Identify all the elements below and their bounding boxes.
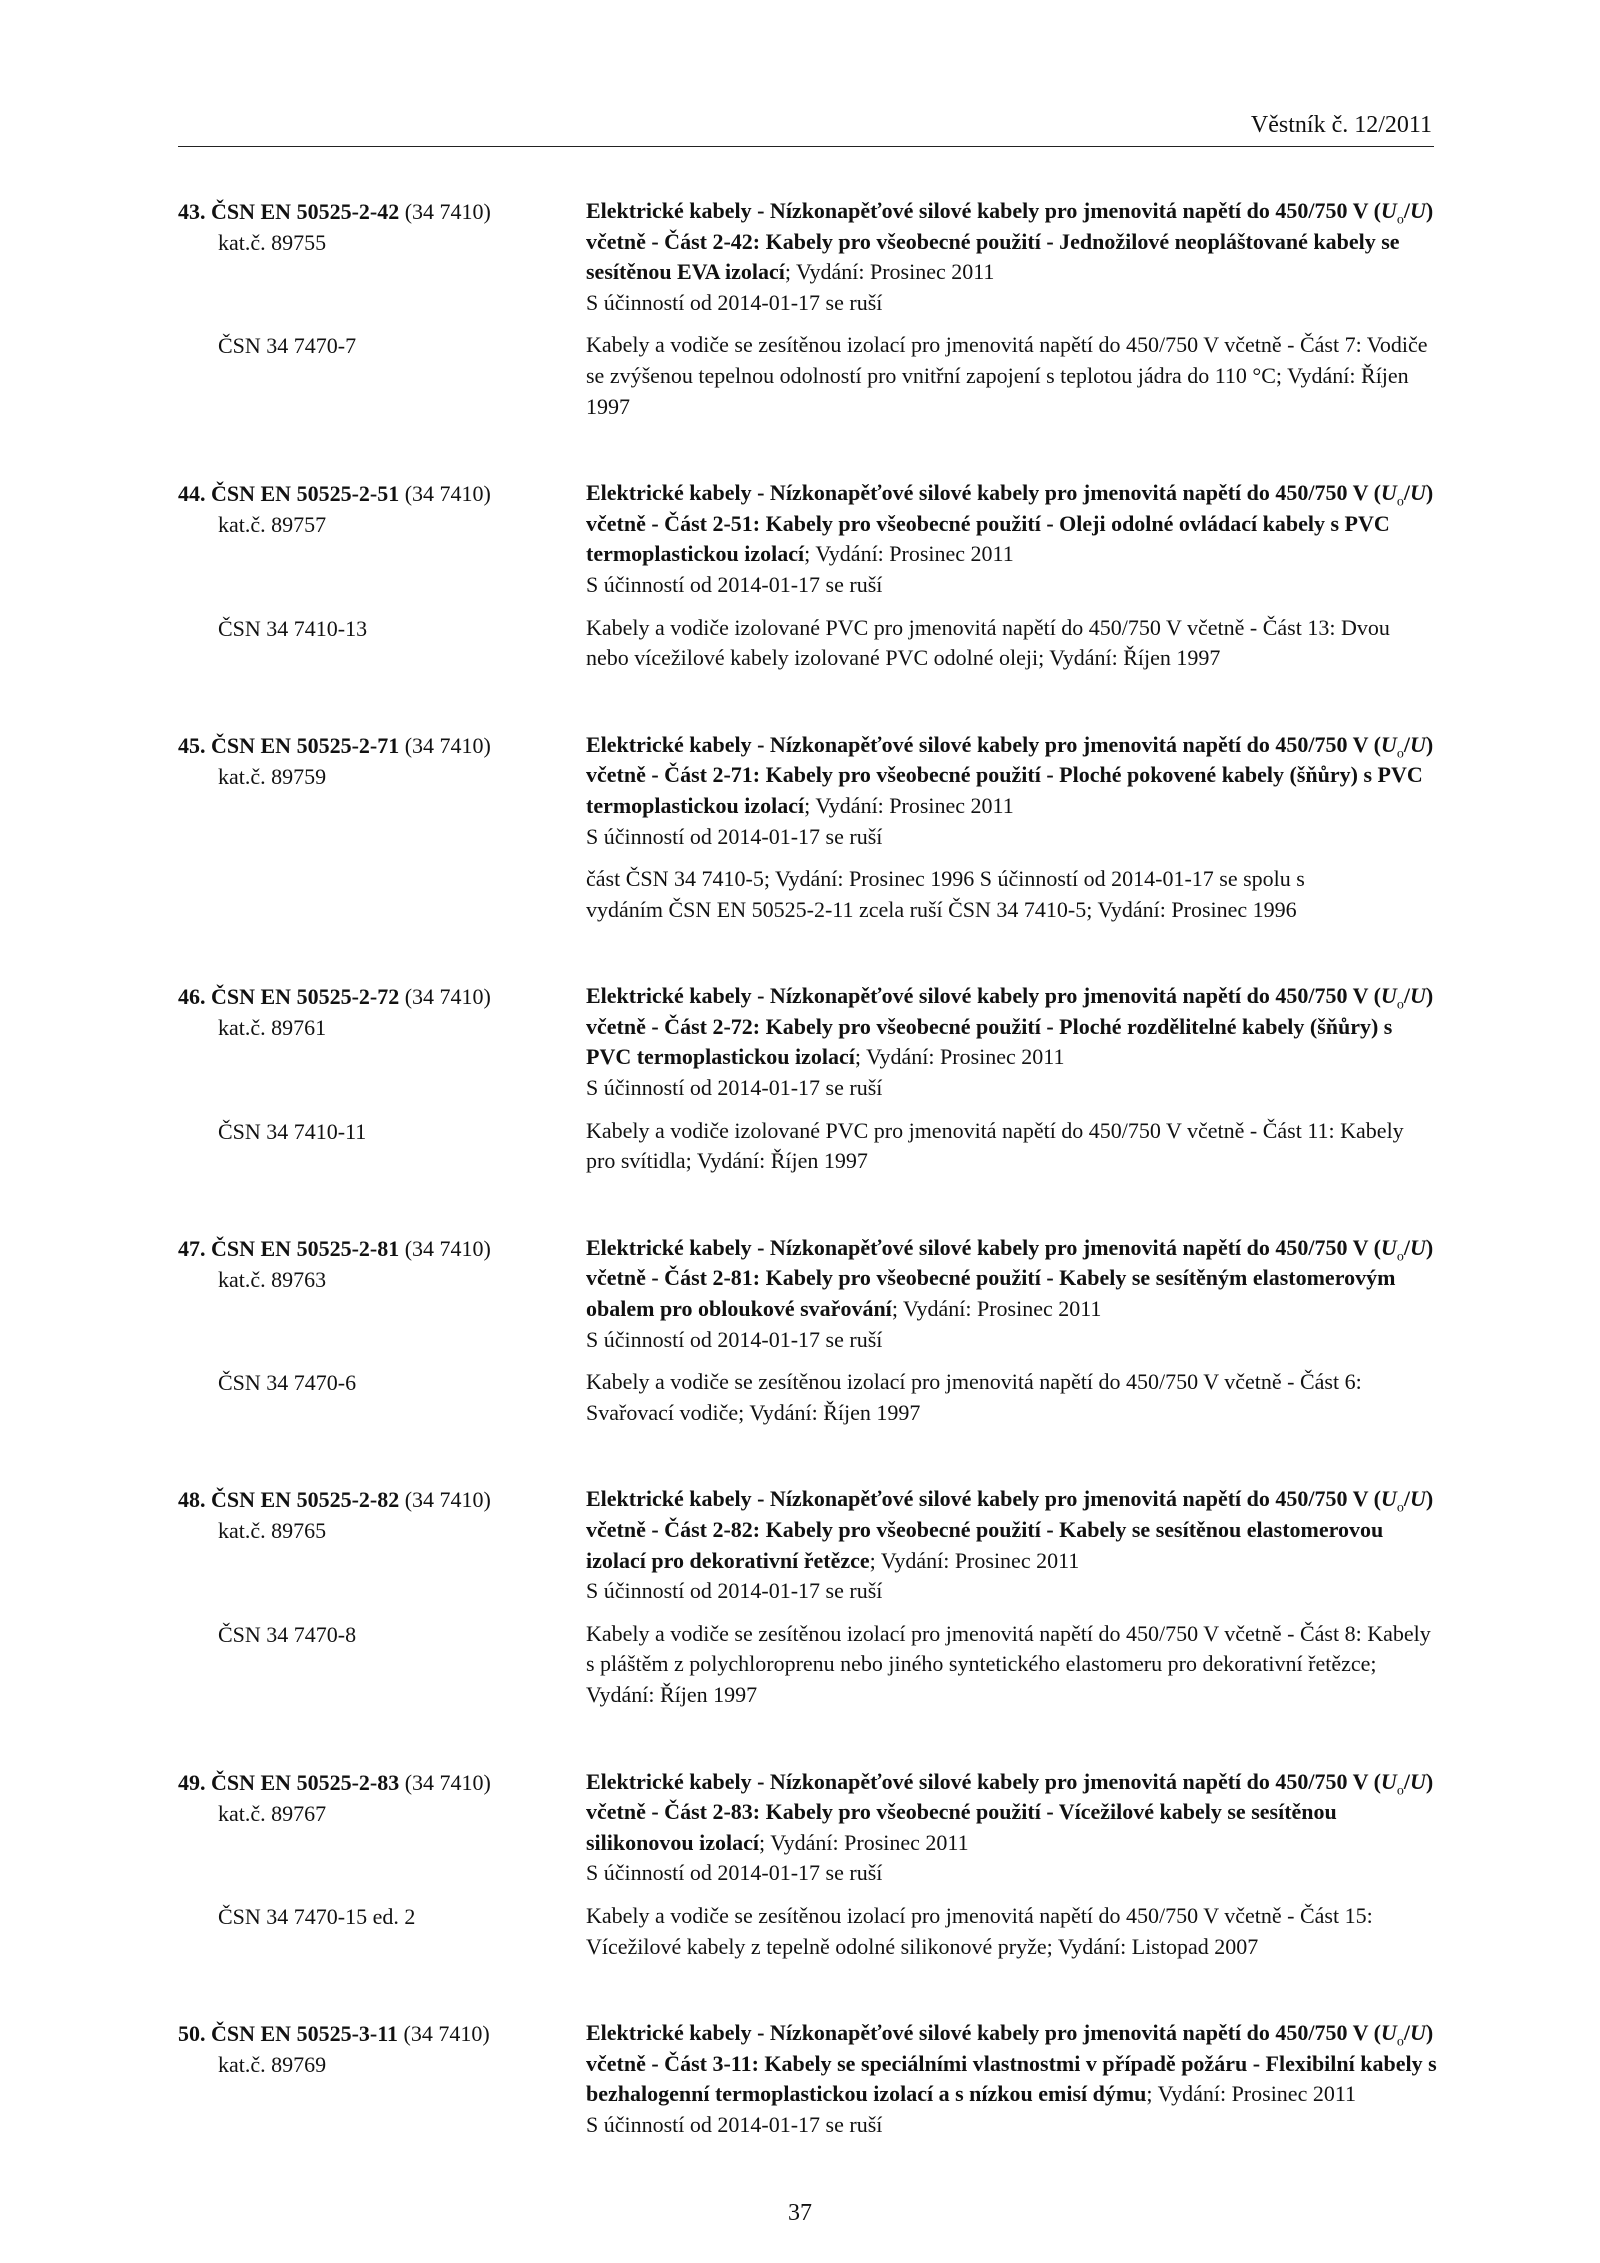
title-part-a: Elektrické kabely - Nízkonapěťové silové kabely pro jmenovitá napětí do 450/750 V ( — [586, 198, 1381, 223]
voltage-separator: / — [1403, 983, 1410, 1009]
page-header — [178, 110, 1434, 147]
class-code: (34 7410) — [404, 1235, 491, 1261]
standard-title — [586, 730, 1438, 852]
class-code: (34 7410) — [404, 984, 491, 1010]
catalog-number: kat.č. 89755 — [218, 230, 327, 255]
voltage-u0: U — [1380, 1486, 1397, 1512]
voltage-subscript: o — [1396, 212, 1404, 228]
title-part-b: ) včetně - Část 2-42: Kabely pro všeobecné použití - Jednožilové neopláštované kabely se sesítěnou EVA izolací — [586, 198, 1434, 285]
entry-number: 45. — [178, 732, 206, 758]
standard-code: ČSN EN 50525-2-72 — [211, 984, 400, 1010]
replaced-standard-code: ČSN 34 7410-13 — [218, 615, 368, 641]
standard-id — [178, 1767, 586, 1829]
standard-code: ČSN EN 50525-2-81 — [211, 1235, 400, 1261]
class-code: (34 7410) — [404, 199, 491, 224]
issue-date: ; Vydání: Prosinec 2011 — [869, 1547, 1080, 1573]
voltage-u: U — [1409, 2020, 1426, 2046]
entry-number: 43. — [178, 199, 206, 224]
standard-entry — [178, 1484, 1438, 1710]
title-part-b: ) včetně - Část 2-81: Kabely pro všeobecné použití - Kabely se sesítěným elastomerovým obalem pro obloukové svařování — [586, 1234, 1434, 1322]
catalog-number: kat.č. 89767 — [218, 1800, 327, 1826]
class-code: (34 7410) — [404, 732, 491, 758]
voltage-u0: U — [1380, 2020, 1397, 2046]
voltage-separator: / — [1403, 2020, 1410, 2046]
voltage-u: U — [1409, 198, 1426, 223]
catalog-number: kat.č. 89769 — [218, 2052, 327, 2078]
standard-title — [586, 981, 1438, 1103]
catalog-number: kat.č. 89763 — [218, 1266, 327, 1292]
replaced-standard-text: část ČSN 34 7410-5; Vydání: Prosinec 1996 S účinností od 2014-01-17 se spolu s vydáním ČSN EN 50525-2-11 zcela ruší ČSN 34 7410-5; Vydání: Prosinec 1996 — [586, 866, 1305, 922]
standard-title — [586, 1767, 1438, 1889]
standard-code: ČSN EN 50525-2-51 — [211, 481, 400, 507]
effect-note: S účinností od 2014-01-17 se ruší — [586, 571, 883, 597]
voltage-u0: U — [1380, 731, 1397, 757]
replaced-standard-code: ČSN 34 7470-8 — [218, 1621, 357, 1647]
standard-code: ČSN EN 50525-2-71 — [211, 732, 400, 758]
voltage-u: U — [1409, 1234, 1426, 1260]
replaced-standard-code: ČSN 34 7470-7 — [218, 333, 357, 359]
effect-note: S účinností od 2014-01-17 se ruší — [586, 823, 883, 849]
issue-date: ; Vydání: Prosinec 2011 — [758, 1829, 969, 1855]
voltage-separator: / — [1403, 480, 1410, 506]
voltage-separator: / — [1403, 1234, 1410, 1260]
issue-date: ; Vydání: Prosinec 2011 — [1146, 2081, 1357, 2107]
title-part-b: ) včetně - Část 3-11: Kabely se speciálními vlastnostmi v případě požáru - Flexibilní kabely s bezhalogenní termoplastickou izolací a s nízkou emisí dýmu — [586, 2020, 1437, 2107]
journal-issue: Věstník č. 12/2011 — [1250, 112, 1432, 138]
replaced-standard-code: ČSN 34 7410-11 — [218, 1118, 367, 1144]
standard-entry — [178, 981, 1438, 1177]
standard-id — [178, 478, 586, 540]
standard-title — [586, 196, 1438, 318]
class-code: (34 7410) — [404, 1769, 491, 1795]
title-part-b: ) včetně - Část 2-72: Kabely pro všeobecné použití - Ploché rozdělitelné kabely (šňůry) s PVC termoplastickou izolací — [586, 983, 1434, 1070]
voltage-separator: / — [1403, 198, 1410, 223]
standard-id — [178, 2018, 586, 2080]
class-code: (34 7410) — [404, 481, 491, 507]
replaced-standard-text: Kabely a vodiče se zesítěnou izolací pro jmenovitá napětí do 450/750 V včetně - Část 8: Kabely s pláštěm z polychloroprenu nebo jiného syntetického elastomeru pro dekorativní řetězce; Vydání: Říjen 1997 — [586, 1620, 1431, 1707]
voltage-subscript: o — [1396, 746, 1404, 762]
title-part-a: Elektrické kabely - Nízkonapěťové silové kabely pro jmenovitá napětí do 450/750 V ( — [586, 2020, 1381, 2046]
effect-note: S účinností od 2014-01-17 se ruší — [586, 289, 883, 315]
catalog-number: kat.č. 89765 — [218, 1518, 327, 1544]
replaced-standard-text: Kabely a vodiče se zesítěnou izolací pro jmenovitá napětí do 450/750 V včetně - Část 15: Vícežilové kabely z tepelně odolné silikonové pryže; Vydání: Listopad 2007 — [586, 1902, 1373, 1959]
voltage-subscript: o — [1396, 1249, 1404, 1265]
standard-code: ČSN EN 50525-2-82 — [211, 1487, 400, 1513]
title-part-b: ) včetně - Část 2-71: Kabely pro všeobecné použití - Ploché pokovené kabely (šňůry) s PVC termoplastickou izolací — [586, 731, 1434, 818]
catalog-number: kat.č. 89761 — [218, 1015, 327, 1041]
entry-number: 49. — [178, 1769, 206, 1795]
title-part-b: ) včetně - Část 2-51: Kabely pro všeobecné použití - Oleji odolné ovládací kabely s PVC termoplastickou izolací — [586, 480, 1434, 567]
effect-note: S účinností od 2014-01-17 se ruší — [586, 1326, 883, 1352]
title-part-a: Elektrické kabely - Nízkonapěťové silové kabely pro jmenovitá napětí do 450/750 V ( — [586, 1486, 1381, 1512]
class-code: (34 7410) — [404, 1487, 491, 1513]
standard-id — [178, 1484, 586, 1546]
issue-date: ; Vydání: Prosinec 2011 — [804, 792, 1014, 818]
title-part-b: ) včetně - Část 2-83: Kabely pro všeobecné použití - Vícežilové kabely se sesítěnou silikonovou izolací — [586, 1768, 1434, 1855]
voltage-u: U — [1409, 1486, 1426, 1512]
issue-date: ; Vydání: Prosinec 2011 — [891, 1296, 1102, 1322]
entry-number: 50. — [178, 2021, 206, 2047]
entry-number: 47. — [178, 1235, 206, 1261]
issue-date: ; Vydání: Prosinec 2011 — [784, 259, 995, 285]
replaced-standard-code: ČSN 34 7470-6 — [218, 1370, 357, 1396]
standard-id — [178, 196, 586, 258]
voltage-u0: U — [1380, 480, 1397, 506]
standard-entry — [178, 1767, 1438, 1963]
standard-id — [178, 730, 586, 792]
standard-title — [586, 2018, 1438, 2140]
standard-entry — [178, 478, 1438, 674]
voltage-u0: U — [1380, 983, 1397, 1009]
catalog-number: kat.č. 89757 — [218, 512, 327, 538]
effect-note: S účinností od 2014-01-17 se ruší — [586, 2111, 883, 2137]
voltage-subscript: o — [1396, 2034, 1404, 2050]
entry-number: 48. — [178, 1487, 206, 1513]
voltage-separator: / — [1403, 731, 1410, 757]
standard-entry — [178, 730, 1438, 926]
title-part-a: Elektrické kabely - Nízkonapěťové silové kabely pro jmenovitá napětí do 450/750 V ( — [586, 1768, 1381, 1794]
replaced-standard-text: Kabely a vodiče se zesítěnou izolací pro jmenovitá napětí do 450/750 V včetně - Část 6: Svařovací vodiče; Vydání: Říjen 1997 — [586, 1369, 1362, 1425]
title-part-a: Elektrické kabely - Nízkonapěťové silové kabely pro jmenovitá napětí do 450/750 V ( — [586, 983, 1381, 1009]
standard-code: ČSN EN 50525-3-11 — [211, 2021, 399, 2047]
voltage-u0: U — [1380, 1234, 1397, 1260]
standard-code: ČSN EN 50525-2-42 — [211, 199, 400, 224]
voltage-separator: / — [1403, 1486, 1410, 1512]
standard-entry — [178, 2018, 1438, 2140]
voltage-u: U — [1409, 983, 1426, 1009]
title-part-a: Elektrické kabely - Nízkonapěťové silové kabely pro jmenovitá napětí do 450/750 V ( — [586, 731, 1381, 757]
standard-id — [178, 981, 586, 1043]
voltage-u0: U — [1380, 198, 1397, 223]
standard-entry — [178, 196, 1438, 422]
replaced-standard-text: Kabely a vodiče izolované PVC pro jmenovitá napětí do 450/750 V včetně - Část 11: Kabely pro svítidla; Vydání: Říjen 1997 — [586, 1117, 1404, 1174]
catalog-number: kat.č. 89759 — [218, 763, 327, 789]
standard-id — [178, 1233, 586, 1295]
standard-title — [586, 1484, 1438, 1606]
standard-code: ČSN EN 50525-2-83 — [211, 1769, 400, 1795]
voltage-u0: U — [1380, 1768, 1397, 1794]
page-number: 37 — [788, 2200, 812, 2226]
class-code: (34 7410) — [403, 2021, 490, 2047]
standard-entry — [178, 1233, 1438, 1429]
voltage-subscript: o — [1396, 1782, 1404, 1798]
replaced-standard-text: Kabely a vodiče izolované PVC pro jmenovitá napětí do 450/750 V včetně - Část 13: Dvou nebo vícežilové kabely izolované PVC odolné oleji; Vydání: Říjen 1997 — [586, 614, 1390, 671]
standard-title — [586, 478, 1438, 600]
effect-note: S účinností od 2014-01-17 se ruší — [586, 1578, 883, 1604]
voltage-subscript: o — [1396, 1500, 1404, 1516]
effect-note: S účinností od 2014-01-17 se ruší — [586, 1860, 883, 1886]
title-part-b: ) včetně - Část 2-82: Kabely pro všeobecné použití - Kabely se sesítěnou elastomerovou izolací pro dekorativní řetězce — [586, 1486, 1434, 1573]
standards-list — [178, 196, 1438, 2197]
replaced-standard-text: Kabely a vodiče se zesítěnou izolací pro jmenovitá napětí do 450/750 V včetně - Část 7: Vodiče se zvýšenou tepelnou odolností pro vnitřní zapojení s teplotou jádra do 110 °C; Vydání: Říjen 1997 — [586, 332, 1428, 419]
standard-title — [586, 1233, 1438, 1355]
voltage-separator: / — [1403, 1768, 1410, 1794]
entry-number: 46. — [178, 984, 206, 1010]
entry-number: 44. — [178, 481, 206, 507]
title-part-a: Elektrické kabely - Nízkonapěťové silové kabely pro jmenovitá napětí do 450/750 V ( — [586, 480, 1381, 506]
voltage-u: U — [1409, 731, 1426, 757]
issue-date: ; Vydání: Prosinec 2011 — [804, 541, 1014, 567]
effect-note: S účinností od 2014-01-17 se ruší — [586, 1075, 883, 1101]
voltage-subscript: o — [1396, 997, 1404, 1013]
title-part-a: Elektrické kabely - Nízkonapěťové silové kabely pro jmenovitá napětí do 450/750 V ( — [586, 1234, 1381, 1260]
replaced-standard-code: ČSN 34 7470-15 ed. 2 — [218, 1903, 416, 1929]
voltage-u: U — [1409, 1768, 1426, 1794]
voltage-subscript: o — [1396, 494, 1404, 510]
issue-date: ; Vydání: Prosinec 2011 — [854, 1044, 1065, 1070]
voltage-u: U — [1409, 480, 1426, 506]
